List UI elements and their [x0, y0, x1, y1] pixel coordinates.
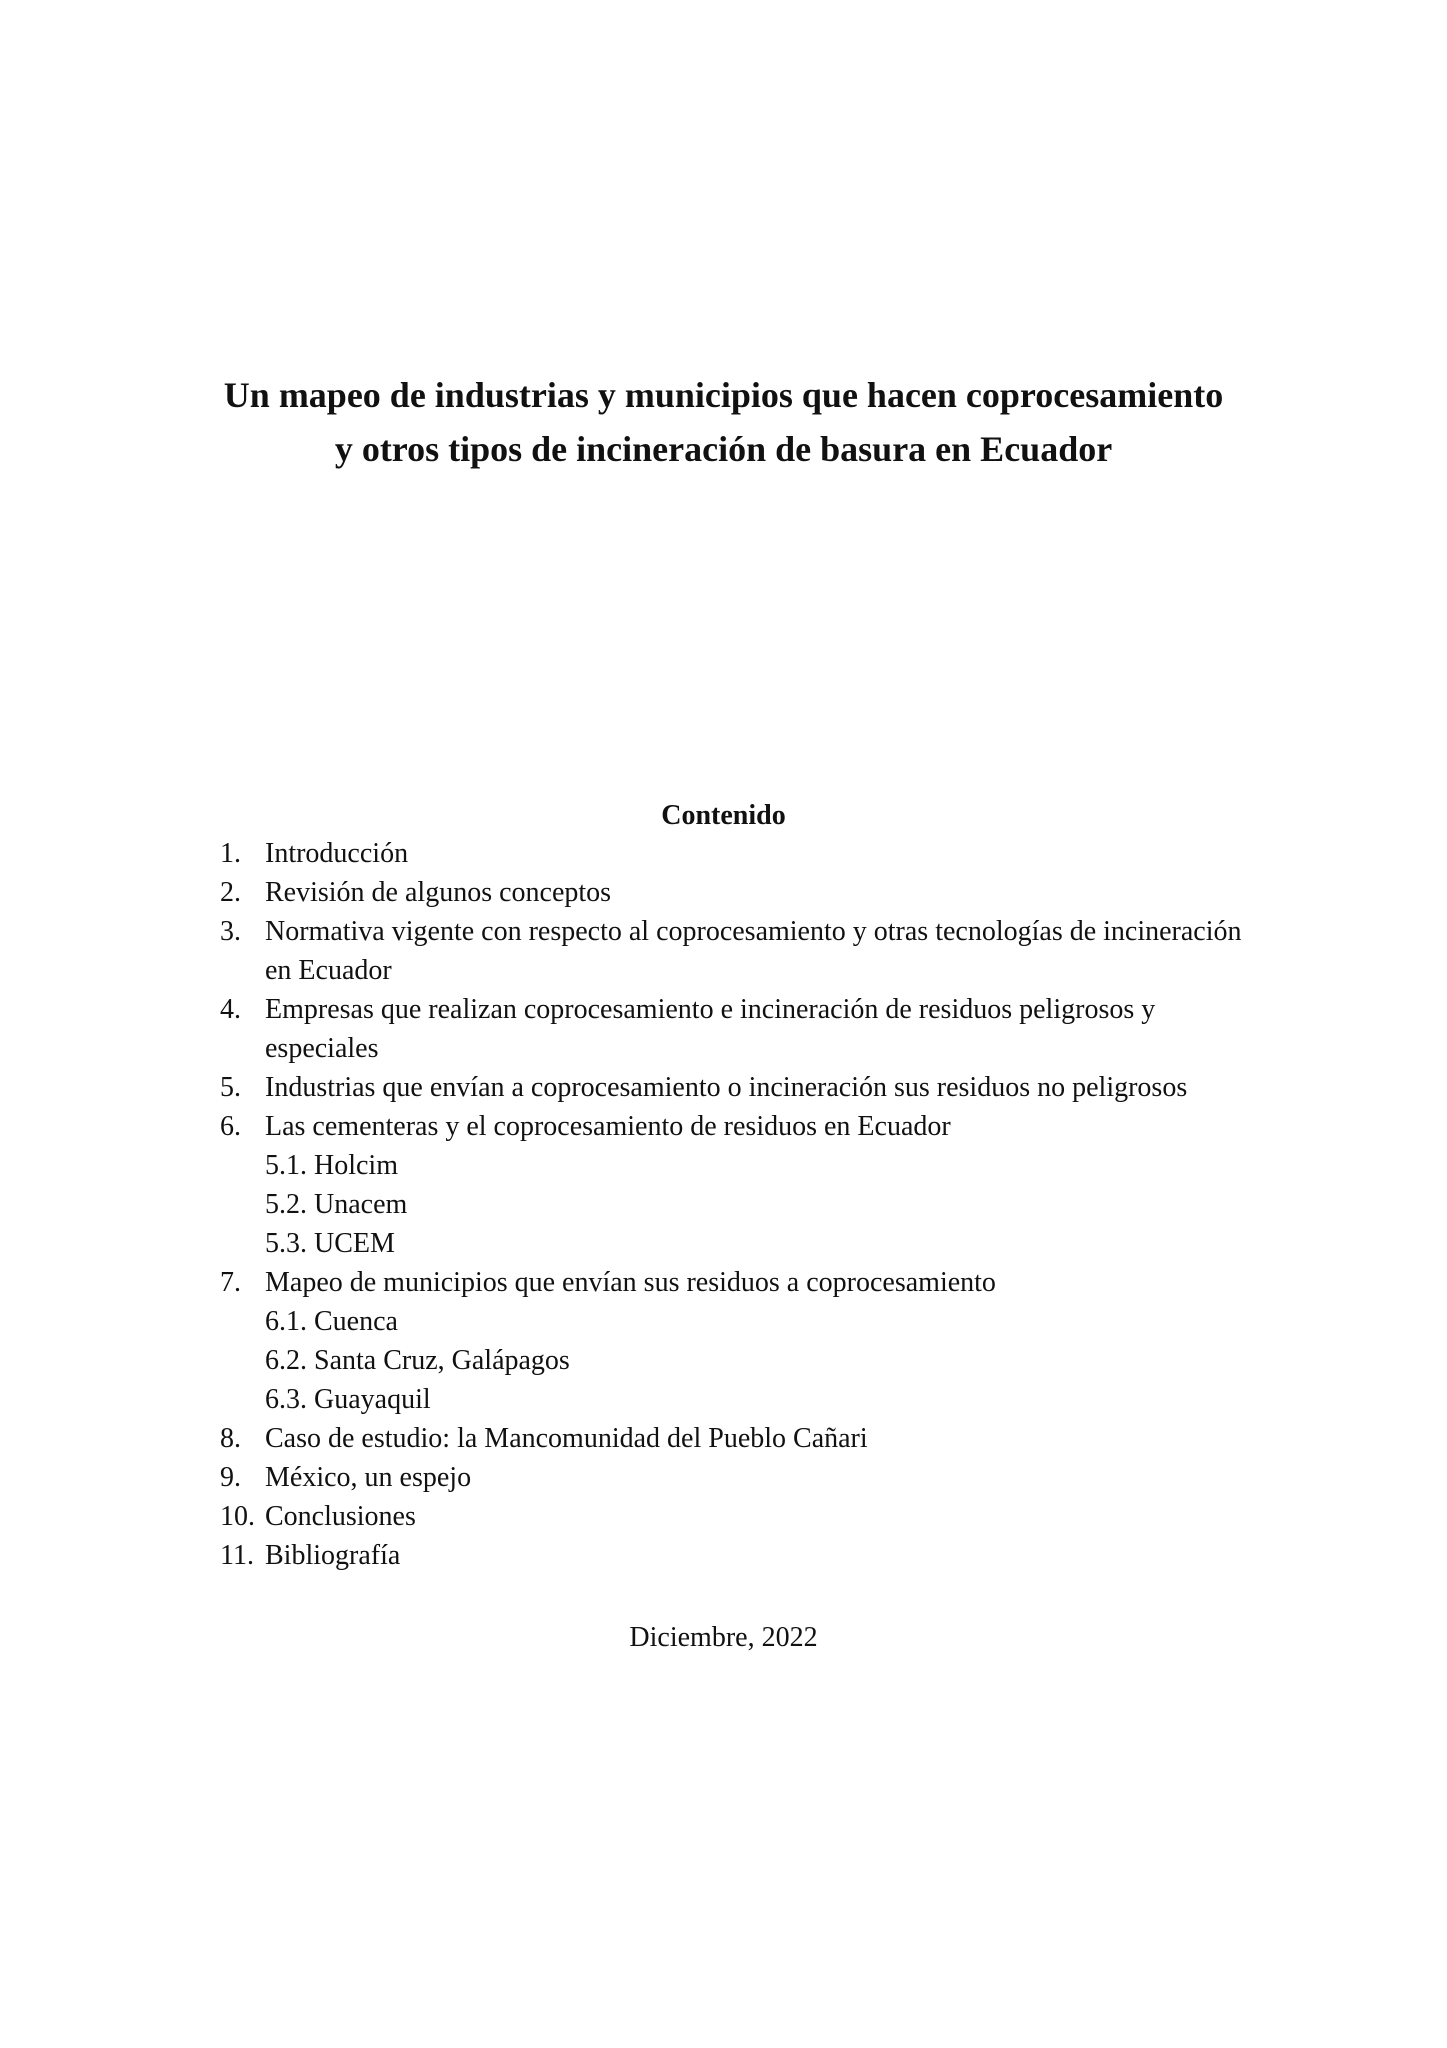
document-title — [0, 368, 1447, 476]
toc-item-number: 6. — [220, 1111, 241, 1142]
toc-item — [220, 1497, 1260, 1536]
toc-item — [220, 1263, 1260, 1302]
toc-item-number: 4. — [220, 994, 241, 1025]
toc-item-text: Normativa vigente con respecto al coprocesamiento y otras tecnologías de incineración en Ecuador — [265, 916, 1242, 986]
toc-item-text: Industrias que envían a coprocesamiento o incineración sus residuos no peligrosos — [265, 1072, 1188, 1103]
toc-subitem-text: 6.3. Guayaquil — [265, 1384, 431, 1415]
toc-item — [220, 1419, 1260, 1458]
toc-subitem-text: 5.3. UCEM — [265, 1228, 395, 1259]
title-line-2: y otros tipos de incineración de basura en Ecuador — [334, 429, 1113, 469]
toc-item-number: 9. — [220, 1462, 241, 1493]
toc-item — [220, 1458, 1260, 1497]
toc-item-text: Las cementeras y el coprocesamiento de residuos en Ecuador — [265, 1111, 951, 1142]
toc-item — [220, 1536, 1260, 1575]
toc-item-text: Revisión de algunos conceptos — [265, 877, 612, 908]
document-date: Diciembre, 2022 — [629, 1622, 818, 1653]
title-line-1: Un mapeo de industrias y municipios que hacen coprocesamiento — [223, 375, 1224, 415]
toc-item — [220, 1107, 1260, 1146]
toc-subitem — [220, 1224, 1260, 1263]
toc-item — [220, 834, 1260, 873]
toc-item-text: Mapeo de municipios que envían sus residuos a coprocesamiento — [265, 1267, 996, 1298]
toc-item — [220, 912, 1260, 990]
toc-item-text: Introducción — [265, 838, 409, 869]
toc-item-text: Conclusiones — [265, 1501, 416, 1532]
toc-item — [220, 1068, 1260, 1107]
toc-item-text: Bibliografía — [265, 1540, 401, 1571]
toc-subitem — [220, 1341, 1260, 1380]
toc-subitem — [220, 1146, 1260, 1185]
toc-item-number: 8. — [220, 1423, 241, 1454]
toc-subitem — [220, 1380, 1260, 1419]
toc-subitem-text: 6.1. Cuenca — [265, 1306, 398, 1337]
toc-item-number: 11. — [220, 1540, 254, 1571]
toc-subitem — [220, 1302, 1260, 1341]
toc-heading: Contenido — [661, 800, 786, 831]
toc-subitem-text: 6.2. Santa Cruz, Galápagos — [265, 1345, 570, 1376]
toc-item-number: 2. — [220, 877, 241, 908]
toc-item-number: 7. — [220, 1267, 241, 1298]
toc-item-number: 3. — [220, 916, 241, 947]
toc-item — [220, 990, 1260, 1068]
toc-subitem-text: 5.2. Unacem — [265, 1189, 408, 1220]
toc-item — [220, 873, 1260, 912]
toc-item-text: Caso de estudio: la Mancomunidad del Pueblo Cañari — [265, 1423, 868, 1454]
toc-subitem-text: 5.1. Holcim — [265, 1150, 398, 1181]
toc-item-number: 5. — [220, 1072, 241, 1103]
toc-subitem — [220, 1185, 1260, 1224]
table-of-contents — [220, 834, 1260, 1575]
toc-item-number: 10. — [220, 1501, 255, 1532]
toc-item-number: 1. — [220, 838, 241, 869]
toc-item-text: Empresas que realizan coprocesamiento e incineración de residuos peligrosos y especiales — [265, 994, 1156, 1064]
toc-item-text: México, un espejo — [265, 1462, 472, 1493]
